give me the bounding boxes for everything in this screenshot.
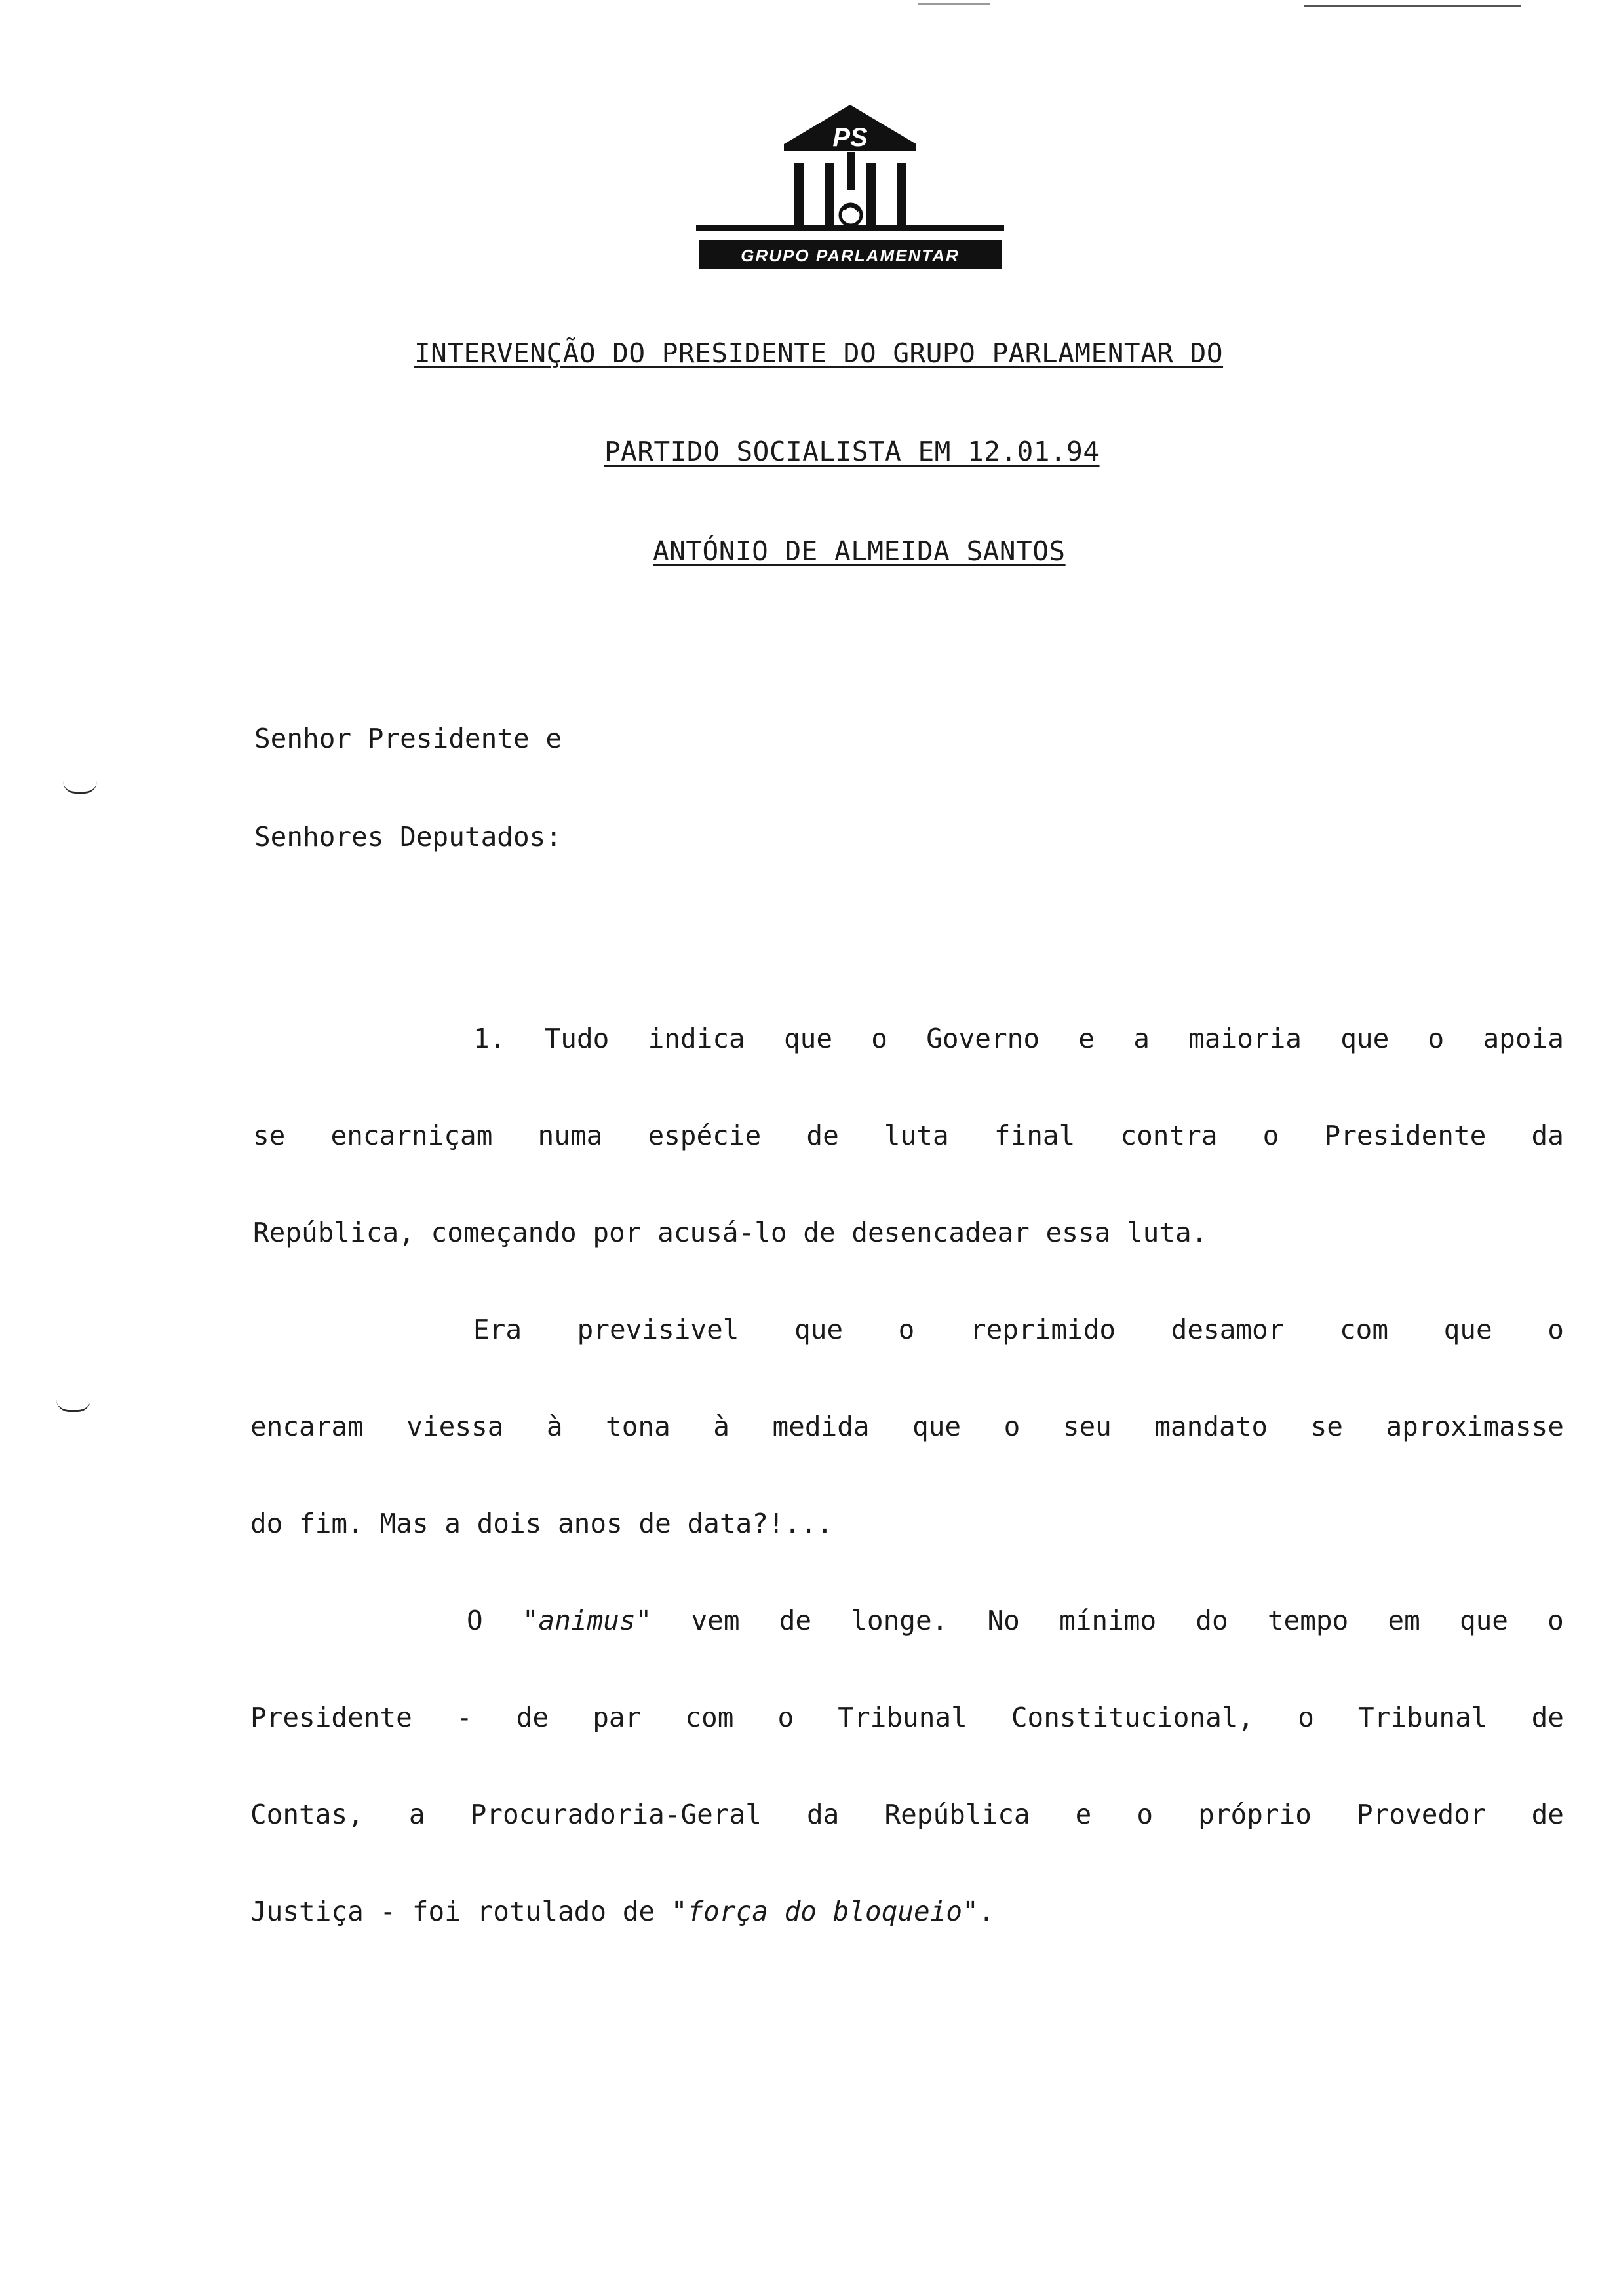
word: Tribunal (1358, 1702, 1488, 1733)
word: o (1547, 1314, 1564, 1345)
word: encarniçam (330, 1120, 493, 1151)
word: reprimido (969, 1314, 1116, 1345)
word: indica (648, 1023, 745, 1054)
word: da (807, 1799, 840, 1830)
paragraph-1-line-2 (253, 1119, 1564, 1152)
margin-mark-2 (56, 1400, 90, 1412)
word: Tribunal (838, 1702, 967, 1733)
word: que (1443, 1314, 1492, 1345)
word: que (1459, 1605, 1508, 1636)
scan-artifact-top-left (918, 3, 990, 5)
word: o (871, 1023, 887, 1054)
word: medida (772, 1411, 870, 1442)
word: à (713, 1411, 730, 1442)
logo-initials: PS (832, 123, 868, 152)
word: desamor (1171, 1314, 1285, 1345)
word: que (1340, 1023, 1390, 1054)
word: 1. (473, 1023, 506, 1054)
word: em (1388, 1605, 1420, 1636)
salutation-line-1: Senhor Presidente e (254, 723, 562, 754)
word: de (516, 1702, 549, 1733)
word: da (1531, 1120, 1564, 1151)
word: do (1196, 1605, 1228, 1636)
word: e (1075, 1799, 1092, 1830)
word: contra (1120, 1120, 1218, 1151)
word: mínimo (1059, 1605, 1157, 1636)
line-text: Justiça - foi rotulado de (250, 1896, 671, 1927)
paragraph-2-line-2 (250, 1410, 1564, 1443)
word: numa (537, 1120, 603, 1151)
word: de (779, 1605, 812, 1636)
word: previsivel (577, 1314, 739, 1345)
word: com (685, 1702, 734, 1733)
word: tona (606, 1411, 671, 1442)
word: o (1262, 1120, 1279, 1151)
word: encaram (250, 1411, 364, 1442)
word: de (1531, 1702, 1564, 1733)
paragraph-3-line-2 (250, 1701, 1564, 1734)
word: o (777, 1702, 794, 1733)
word: - (456, 1702, 473, 1733)
paragraph-3-line-3 (250, 1798, 1564, 1831)
word: longe. (851, 1605, 948, 1636)
word: e (1078, 1023, 1095, 1054)
word: O (467, 1605, 483, 1636)
document-title-line-1: INTERVENÇÃO DO PRESIDENTE DO GRUPO PARLAMENTAR DO (414, 337, 1224, 369)
word: mandato (1154, 1411, 1268, 1442)
word-italic (522, 1604, 652, 1637)
word: o (1298, 1702, 1314, 1733)
word: aproximasse (1386, 1411, 1564, 1442)
word: viessa (406, 1411, 504, 1442)
paragraph-1-line-3: República, começando por acusá-lo de desencadear essa luta. (253, 1217, 1208, 1248)
word: apoia (1483, 1023, 1564, 1054)
word: o (1428, 1023, 1445, 1054)
word: final (994, 1120, 1076, 1151)
word: à (546, 1411, 563, 1442)
word: Tudo (544, 1023, 610, 1054)
word: Provedor (1357, 1799, 1487, 1830)
word: Procuradoria-Geral (470, 1799, 762, 1830)
animus-quote: "animus" (522, 1605, 652, 1636)
word: República (884, 1799, 1030, 1830)
word: Contas, (250, 1799, 364, 1830)
word: próprio (1198, 1799, 1312, 1830)
paragraph-2-line-3: do fim. Mas a dois anos de data?!... (250, 1508, 833, 1539)
word: o (1547, 1605, 1564, 1636)
word: se (1310, 1411, 1343, 1442)
word: de (1531, 1799, 1564, 1830)
document-title-author: ANTÓNIO DE ALMEIDA SANTOS (653, 535, 1066, 567)
word: Governo (926, 1023, 1040, 1054)
word: luta (884, 1120, 949, 1151)
word: par (593, 1702, 642, 1733)
paragraph-1-line-1 (473, 1022, 1564, 1055)
word: vem (691, 1605, 740, 1636)
scan-artifact-top-right (1304, 5, 1521, 7)
word: o (1003, 1411, 1021, 1442)
word: Presidente (250, 1702, 412, 1733)
word: de (806, 1120, 839, 1151)
logo-banner-text: GRUPO PARLAMENTAR (741, 246, 960, 265)
word: espécie (648, 1120, 762, 1151)
word: a (1133, 1023, 1150, 1054)
word: maioria (1188, 1023, 1302, 1054)
word: Constitucional, (1011, 1702, 1255, 1733)
forca-do-bloqueio-quote: "força do bloqueio" (671, 1896, 979, 1927)
paragraph-2-line-1 (473, 1313, 1564, 1346)
word: o (898, 1314, 915, 1345)
word: seu (1062, 1411, 1112, 1442)
word: Presidente (1324, 1120, 1487, 1151)
word: o (1137, 1799, 1154, 1830)
paragraph-3-line-1 (467, 1604, 1564, 1637)
margin-mark-1 (63, 781, 97, 794)
word: No (987, 1605, 1020, 1636)
document-title-line-2: PARTIDO SOCIALISTA EM 12.01.94 (604, 436, 1100, 467)
word: que (912, 1411, 962, 1442)
word: com (1340, 1314, 1389, 1345)
paragraph-3-line-4 (250, 1895, 994, 1928)
word: Era (473, 1314, 522, 1345)
salutation-line-2: Senhores Deputados: (254, 821, 562, 852)
ps-parliamentary-group-logo (696, 105, 1004, 270)
word: que (794, 1314, 844, 1345)
word: a (408, 1799, 425, 1830)
word: se (253, 1120, 286, 1151)
line-end: . (978, 1896, 995, 1927)
word: tempo (1267, 1605, 1349, 1636)
word: que (783, 1023, 833, 1054)
